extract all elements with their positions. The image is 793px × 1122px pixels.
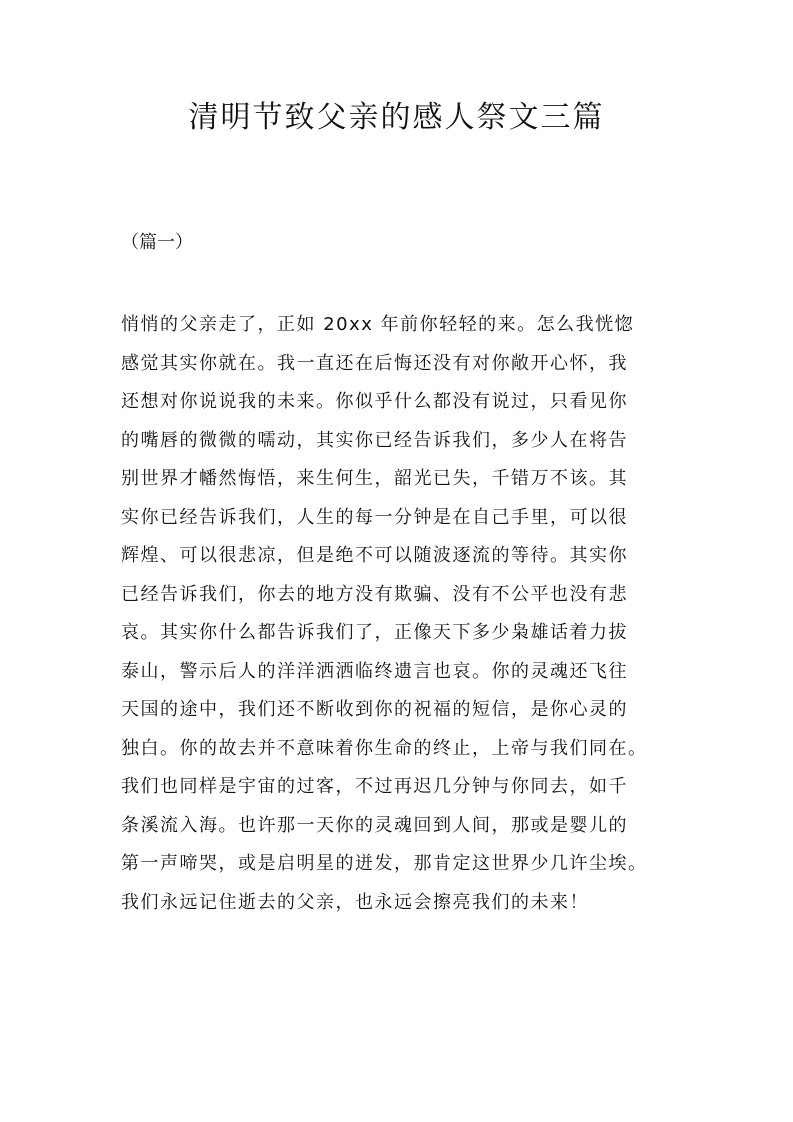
document-title: 清明节致父亲的感人祭文三篇 — [188, 100, 605, 135]
paragraph-line: 泰山，警示后人的洋洋洒洒临终遗言也哀。你的灵魂还飞往 — [121, 660, 628, 682]
paragraph-line: 我们永远记住逝去的父亲，也永远会擦亮我们的未来！ — [121, 891, 589, 913]
paragraph-line: 的嘴唇的微微的嚅动，其实你已经告诉我们，多少人在将告 — [121, 429, 628, 451]
paragraph-line: 还想对你说说我的未来。你似乎什么都没有说过，只看见你 — [121, 391, 628, 412]
paragraph-line: 我们也同样是宇宙的过客，不过再迟几分钟与你同去，如千 — [121, 776, 628, 797]
paragraph-line: 悄悄的父亲走了，正如 20xx 年前你轻轻的来。怎么我恍惚 — [121, 314, 635, 335]
paragraph-line: 已经告诉我们，你去的地方没有欺骗、没有不公平也没有悲 — [121, 583, 628, 605]
paragraph-line: 哀。其实你什么都告诉我们了，正像天下多少枭雄话着力拔 — [121, 622, 628, 643]
paragraph-line: 天国的途中，我们还不断收到你的祝福的短信，是你心灵的 — [121, 699, 628, 720]
paragraph-line: 条溪流入海。也许那一天你的灵魂回到人间，那或是婴儿的 — [121, 814, 628, 836]
paragraph-line: 感觉其实你就在。我一直还在后悔还没有对你敞开心怀，我 — [121, 352, 628, 374]
paragraph-line: 辉煌、可以很悲凉，但是绝不可以随波逐流的等待。其实你 — [121, 545, 628, 566]
paragraph-line: 别世界才幡然悔悟，来生何生，韶光已失，千错万不该。其 — [121, 468, 628, 489]
paragraph-line: 独白。你的故去并不意味着你生命的终止，上帝与我们同在。 — [121, 737, 648, 759]
body-paragraph — [121, 306, 673, 922]
paragraph-line: 第一声啼哭，或是启明星的迸发，那肯定这世界少几许尘埃。 — [121, 853, 648, 874]
paragraph-line: 实你已经告诉我们，人生的每一分钟是在自己手里，可以很 — [121, 506, 628, 528]
section-label: （篇一） — [121, 232, 193, 253]
